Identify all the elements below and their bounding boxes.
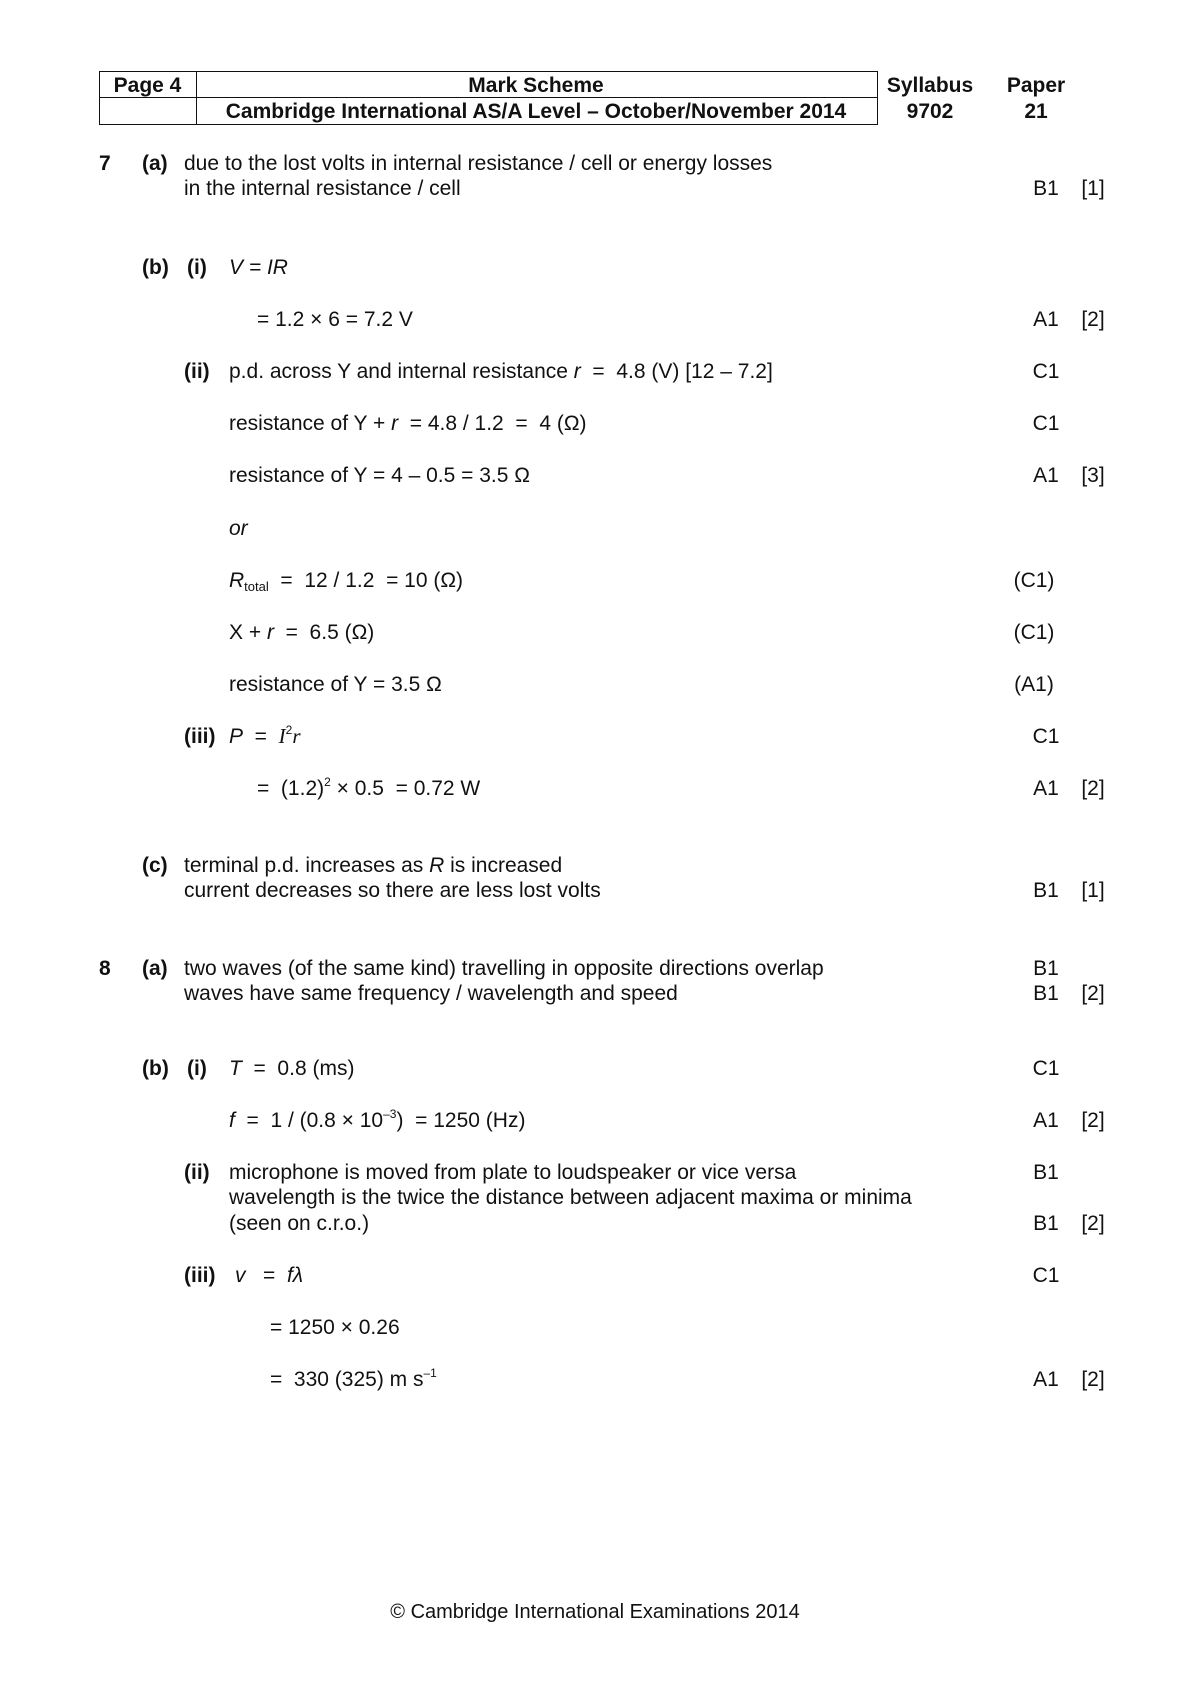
superscript: –3 <box>383 1107 397 1121</box>
syllabus-label: Syllabus <box>886 74 974 97</box>
mark-code: A1 <box>1033 464 1059 487</box>
answer-line: two waves (of the same kind) travelling in opposite directions overlap <box>184 957 824 980</box>
syllabus-value: 9702 <box>906 100 954 123</box>
mark-code: C1 <box>1032 360 1060 383</box>
answer-line: wavelength is the twice the distance between adjacent maxima or minima <box>229 1186 912 1209</box>
text: terminal p.d. increases as <box>184 854 430 877</box>
answer-line: microphone is moved from plate to loudspeaker or vice versa <box>229 1161 797 1184</box>
mark-total: [3] <box>1081 464 1105 487</box>
mark-code: C1 <box>1032 1057 1060 1080</box>
symbol: r <box>292 724 301 748</box>
symbol: R <box>429 854 445 877</box>
text: p.d. across Y and internal resistance <box>229 360 574 383</box>
paper-value: 21 <box>1024 100 1048 123</box>
superscript: 2 <box>324 775 331 789</box>
text: = 330 (325) m s <box>270 1368 424 1391</box>
document-title: Mark Scheme <box>468 74 604 97</box>
answer-line: current decreases so there are less lost volts <box>184 879 601 902</box>
answer-line <box>184 855 562 876</box>
text: = 4.8 (V) [12 – 7.2] <box>580 360 773 383</box>
subpart-label: (i) <box>187 256 207 279</box>
mark-code: A1 <box>1033 777 1059 800</box>
part-label: (b) <box>142 256 169 279</box>
working-line: resistance of Y = 3.5 Ω <box>229 673 442 696</box>
equation <box>235 1265 303 1286</box>
superscript: –1 <box>423 1366 437 1380</box>
text: = <box>245 1264 287 1287</box>
text: = 4.8 / 1.2 = 4 (Ω) <box>398 412 587 435</box>
answer-line: in the internal resistance / cell <box>184 177 461 200</box>
mark-code: B1 <box>1033 177 1059 200</box>
page-number: Page 4 <box>113 74 182 97</box>
symbol: T <box>229 1057 242 1080</box>
working-line <box>229 1107 526 1132</box>
working-line <box>229 361 773 382</box>
document-subtitle: Cambridge International AS/A Level – October/November 2014 <box>225 100 847 123</box>
mark-code: C1 <box>1032 725 1060 748</box>
mark-code: C1 <box>1032 1264 1060 1287</box>
symbol: P <box>229 725 244 748</box>
mark-code: (A1) <box>1014 673 1054 696</box>
question-number: 7 <box>99 152 111 175</box>
text: = <box>243 725 279 748</box>
working-line: resistance of Y = 4 – 0.5 = 3.5 Ω <box>229 464 530 487</box>
symbol: r <box>391 412 399 435</box>
working-line <box>257 775 481 800</box>
mark-total: [1] <box>1081 177 1105 200</box>
symbol: r <box>573 360 581 383</box>
mark-code: B1 <box>1033 1212 1059 1235</box>
symbol: r <box>266 621 274 644</box>
symbol: f <box>229 1109 235 1132</box>
text: × 0.5 = 0.72 W <box>330 777 481 800</box>
mark-code: B1 <box>1033 879 1059 902</box>
paper-label: Paper <box>1006 74 1066 97</box>
text: = 12 / 1.2 = 10 (Ω) <box>268 569 464 592</box>
mark-code: B1 <box>1033 982 1059 1005</box>
working-line <box>270 1366 437 1391</box>
working-line: = 1.2 × 6 = 7.2 V <box>257 308 413 331</box>
mark-total: [2] <box>1081 982 1105 1005</box>
mark-total: [2] <box>1081 1368 1105 1391</box>
working-line <box>229 1058 354 1079</box>
mark-code: A1 <box>1033 308 1059 331</box>
subscript: total <box>244 579 269 594</box>
text: is increased <box>444 854 563 877</box>
working-line <box>229 413 587 434</box>
subpart-label: (iii) <box>184 1264 216 1287</box>
subpart-label: (ii) <box>184 360 210 383</box>
equation <box>229 723 301 748</box>
copyright-footer: © Cambridge International Examinations 2014 <box>390 1601 800 1623</box>
subpart-label: (iii) <box>184 725 216 748</box>
mark-total: [2] <box>1081 777 1105 800</box>
mark-total: [2] <box>1081 1212 1105 1235</box>
working-line: = 1250 × 0.26 <box>270 1316 400 1339</box>
mark-code: B1 <box>1033 957 1059 980</box>
symbol: R <box>229 569 245 592</box>
subpart-label: (i) <box>187 1057 207 1080</box>
text: resistance of Y + <box>229 412 392 435</box>
answer-line: waves have same frequency / wavelength and speed <box>184 982 678 1005</box>
working-line <box>229 622 374 643</box>
working-line <box>229 569 464 594</box>
equation-symbol: V <box>229 256 244 279</box>
mark-code: (C1) <box>1013 569 1055 592</box>
subpart-label: (ii) <box>184 1161 210 1184</box>
mark-code: A1 <box>1033 1368 1059 1391</box>
symbol: fλ <box>286 1264 304 1287</box>
mark-code: B1 <box>1033 1161 1059 1184</box>
answer-line: (seen on c.r.o.) <box>229 1212 370 1235</box>
symbol: I <box>278 724 286 748</box>
mark-code: (C1) <box>1013 621 1055 644</box>
mark-total: [1] <box>1081 879 1105 902</box>
mark-code: C1 <box>1032 412 1060 435</box>
mark-total: [2] <box>1081 308 1105 331</box>
text: ) = 1250 (Hz) <box>396 1109 526 1132</box>
text: X + <box>229 621 267 644</box>
text: = 6.5 (Ω) <box>273 621 375 644</box>
part-label: (c) <box>142 854 168 877</box>
text: = 1 / (0.8 × 10 <box>234 1109 384 1132</box>
text: = 0.8 (ms) <box>241 1057 355 1080</box>
part-label: (b) <box>142 1057 169 1080</box>
mark-code: A1 <box>1033 1109 1059 1132</box>
equation <box>229 257 288 278</box>
symbol: v <box>235 1264 246 1287</box>
question-number: 8 <box>99 957 111 980</box>
text: = (1.2) <box>257 777 325 800</box>
equation-rhs: = IR <box>243 256 288 279</box>
part-label: (a) <box>142 152 168 175</box>
superscript: 2 <box>285 723 293 737</box>
header-divider <box>99 97 877 98</box>
mark-total: [2] <box>1081 1109 1105 1132</box>
answer-line: due to the lost volts in internal resistance / cell or energy losses <box>184 152 773 175</box>
part-label: (a) <box>142 957 168 980</box>
alternative-label: or <box>229 517 248 540</box>
